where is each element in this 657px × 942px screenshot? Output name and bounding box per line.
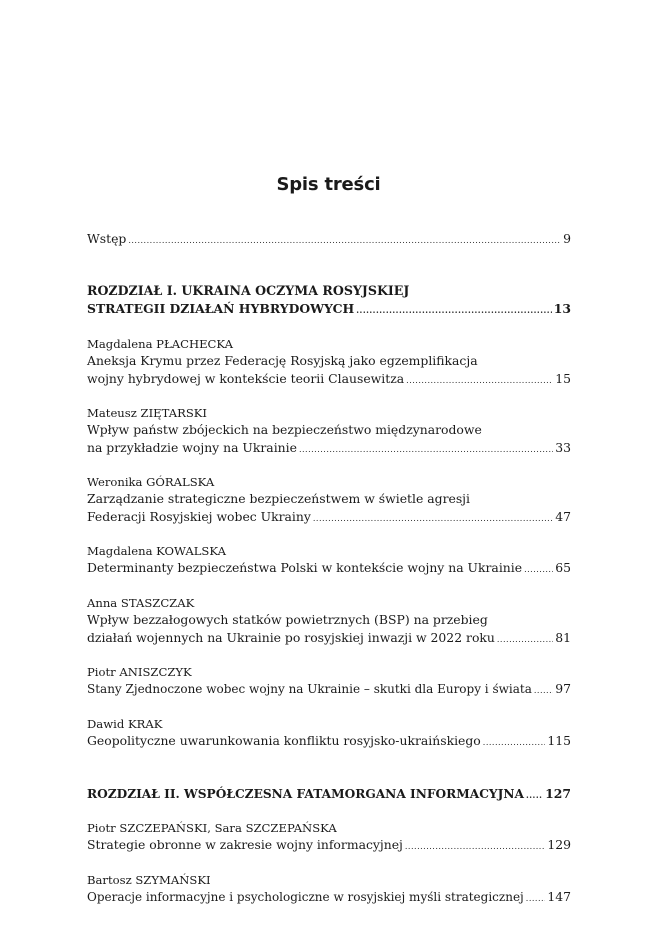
toc-entry[interactable] — [87, 405, 571, 458]
page-title: Spis treści — [276, 174, 381, 195]
entry-title-line: na przykładzie wojny na Ukrainie — [87, 439, 297, 455]
entry-author: Mateusz ZIĘTARSKI — [87, 406, 207, 420]
entry-author: Piotr SZCZEPAŃSKI, Sara SZCZEPAŃSKA — [87, 821, 337, 835]
entry-author: Magdalena PŁACHECKA — [87, 337, 233, 351]
entry-title-line: Geopolityczne uwarunkowania konfliktu rosyjsko-ukraińskiego — [87, 733, 481, 748]
toc-page-number: 147 — [547, 889, 571, 904]
toc-chapter-1[interactable] — [87, 282, 571, 319]
chapter-title-line: STRATEGII DZIAŁAŃ HYBRYDOWYCH — [87, 300, 355, 316]
toc-page-number: 129 — [547, 837, 571, 852]
dot-leader — [534, 682, 553, 700]
entry-title-line: Determinanty bezpieczeństwa Polski w kontekście wojny na Ukrainie — [87, 560, 523, 575]
entry-author: Dawid KRAK — [87, 717, 163, 731]
entry-title-line: Aneksja Krymu przez Federację Rosyjską jako egzemplifikacja — [87, 353, 478, 368]
dot-leader — [356, 302, 552, 320]
entry-author: Magdalena KOWALSKA — [87, 544, 226, 558]
toc-entry[interactable] — [87, 543, 571, 579]
dot-leader — [524, 561, 553, 579]
chapter-title-line: ROZDZIAŁ II. WSPÓŁCZESNA FATAMORGANA INFORMACYJNA — [87, 787, 524, 801]
dot-leader — [497, 631, 553, 649]
toc-entry[interactable] — [87, 716, 571, 752]
toc-entry[interactable] — [87, 336, 571, 389]
entry-author: Bartosz SZYMAŃSKI — [87, 873, 211, 887]
dot-leader — [299, 441, 553, 459]
toc-entry[interactable] — [87, 664, 571, 700]
toc-page-number: 115 — [547, 733, 571, 748]
dot-leader — [526, 890, 546, 908]
toc-page-number: 9 — [563, 231, 571, 246]
entry-title-line: Wpływ bezzałogowych statków powietrznych (BSP) na przebieg — [87, 612, 488, 627]
dot-leader — [405, 838, 545, 856]
toc-intro[interactable] — [87, 230, 571, 250]
entry-author: Anna STASZCZAK — [87, 596, 195, 610]
toc-page-number: 97 — [555, 681, 571, 696]
toc-page-number: 15 — [555, 370, 571, 386]
toc-entry[interactable] — [87, 872, 571, 908]
entry-title-line: Zarządzanie strategiczne bezpieczeństwem w świetle agresji — [87, 491, 470, 506]
dot-leader — [406, 372, 553, 390]
chapter-title-line: ROZDZIAŁ I. UKRAINA OCZYMA ROSYJSKIEJ — [87, 283, 410, 298]
toc-page-number: 13 — [553, 300, 571, 316]
toc-page-number: 127 — [545, 786, 571, 801]
toc-page-number: 65 — [555, 560, 571, 575]
toc-entry-title: Wstęp — [87, 231, 127, 246]
toc-page-number: 81 — [555, 629, 571, 645]
toc-chapter-2[interactable] — [87, 785, 571, 805]
entry-title-line: Federacji Rosyjskiej wobec Ukrainy — [87, 508, 311, 524]
entry-title-line: Stany Zjednoczone wobec wojny na Ukrainie – skutki dla Europy i świata — [87, 682, 532, 696]
entry-title-line: Strategie obronne w zakresie wojny informacyjnej — [87, 837, 403, 852]
toc-entry[interactable] — [87, 595, 571, 648]
toc-entry[interactable] — [87, 820, 571, 856]
dot-leader — [483, 734, 546, 752]
dot-leader — [128, 232, 561, 250]
entry-title-line: Operacje informacyjne i psychologiczne w rosyjskiej myśli strategicznej — [87, 890, 524, 904]
toc-page-number: 33 — [555, 439, 571, 455]
toc-entry[interactable] — [87, 474, 571, 527]
entry-title-line: Wpływ państw zbójeckich na bezpieczeństwo międzynarodowe — [87, 422, 482, 437]
dot-leader — [526, 787, 543, 805]
entry-author: Piotr ANISZCZYK — [87, 665, 192, 679]
dot-leader — [313, 510, 553, 528]
entry-author: Weronika GÓRALSKA — [87, 475, 215, 489]
entry-title-line: wojny hybrydowej w kontekście teorii Clausewitza — [87, 370, 405, 386]
toc-page-number: 47 — [555, 508, 571, 524]
entry-title-line: działań wojennych na Ukrainie po rosyjskiej inwazji w 2022 roku — [87, 629, 495, 645]
